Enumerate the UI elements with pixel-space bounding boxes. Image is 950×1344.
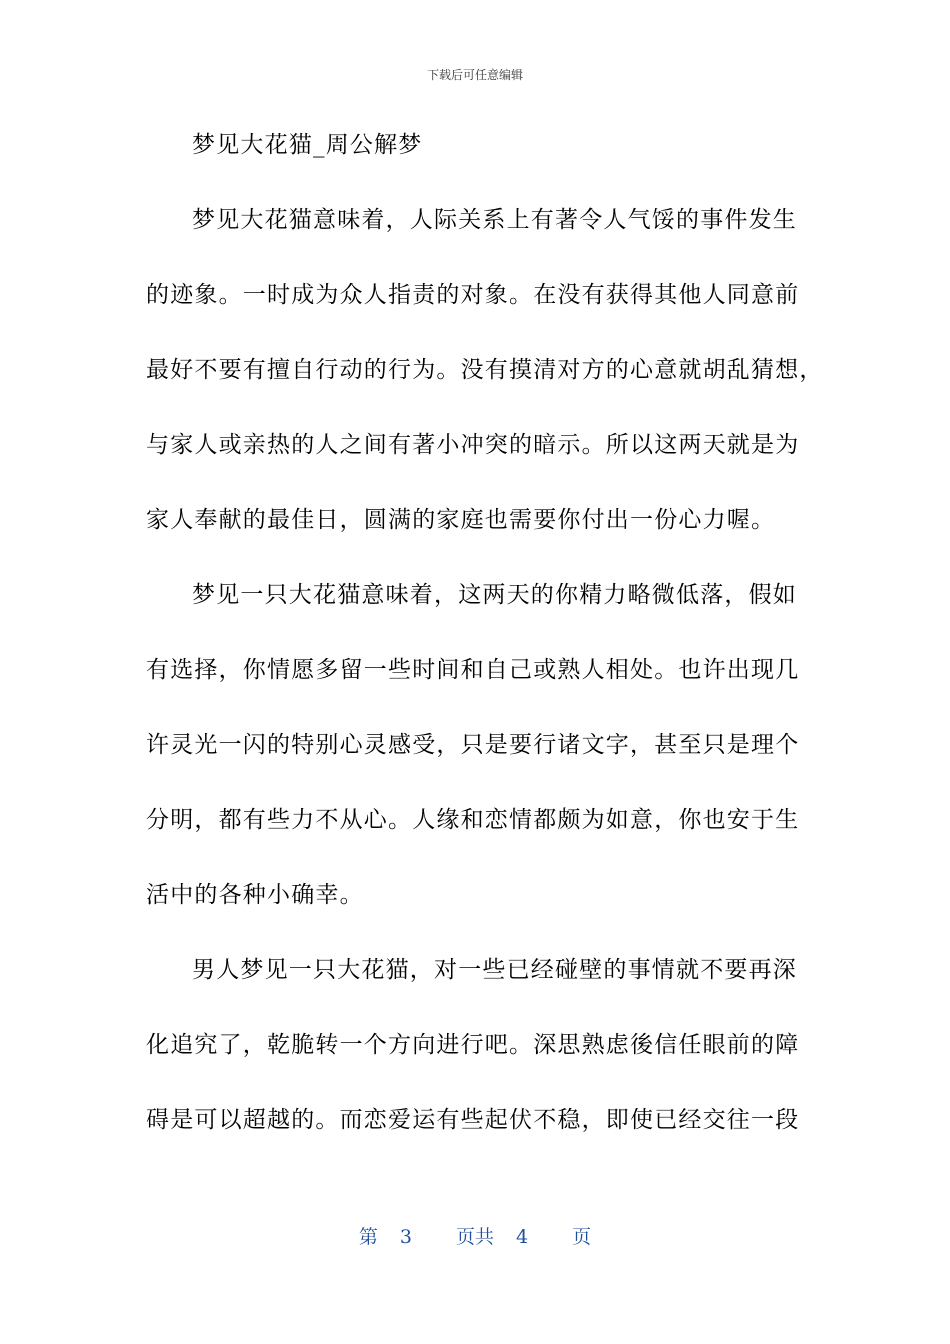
paragraph-line: 活中的各种小确幸。 [146, 882, 364, 908]
document-body [146, 122, 824, 1172]
paragraph-line: 男人梦见一只大花猫，对一些已经碰壁的事情就不要再深 [192, 957, 797, 983]
footer-suffix: 页 [572, 1226, 592, 1248]
footer-prefix: 第 [358, 1226, 378, 1248]
footer-middle: 页共 [455, 1226, 494, 1248]
page-footer [0, 1222, 950, 1249]
page-header: 下载后可任意编辑 [426, 68, 523, 82]
paragraph-line: 梦见大花猫意味着，人际关系上有著令人气馁的事件发生 [192, 207, 797, 233]
paragraph-line: 的迹象。一时成为众人指责的对象。在没有获得其他人同意前 [146, 282, 800, 308]
paragraph-line: 与家人或亲热的人之间有著小冲突的暗示。所以这两天就是为 [146, 432, 800, 458]
document-title: 梦见大花猫_周公解梦 [192, 132, 423, 158]
paragraph-line: 梦见一只大花猫意味着，这两天的你精力略微低落，假如 [192, 582, 797, 608]
paragraph-line: 有选择，你情愿多留一些时间和自己或熟人相处。也许出现几 [146, 657, 800, 683]
paragraph-line: 最好不要有擅自行动的行为。没有摸清对方的心意就胡乱猜想， [146, 357, 824, 383]
footer-total-pages: 4 [516, 1226, 529, 1248]
paragraph-line: 家人奉献的最佳日，圆满的家庭也需要你付出一份心力喔。 [146, 507, 776, 533]
paragraph-line: 分明，都有些力不从心。人缘和恋情都颇为如意，你也安于生 [146, 807, 800, 833]
footer-page-number: 3 [399, 1226, 412, 1248]
paragraph-line: 碍是可以超越的。而恋爱运有些起伏不稳，即使已经交往一段 [146, 1107, 800, 1133]
paragraph-line: 化追究了，乾脆转一个方向进行吧。深思熟虑後信任眼前的障 [146, 1032, 800, 1058]
paragraph-line: 许灵光一闪的特别心灵感受，只是要行诸文字，甚至只是理个 [146, 732, 800, 758]
